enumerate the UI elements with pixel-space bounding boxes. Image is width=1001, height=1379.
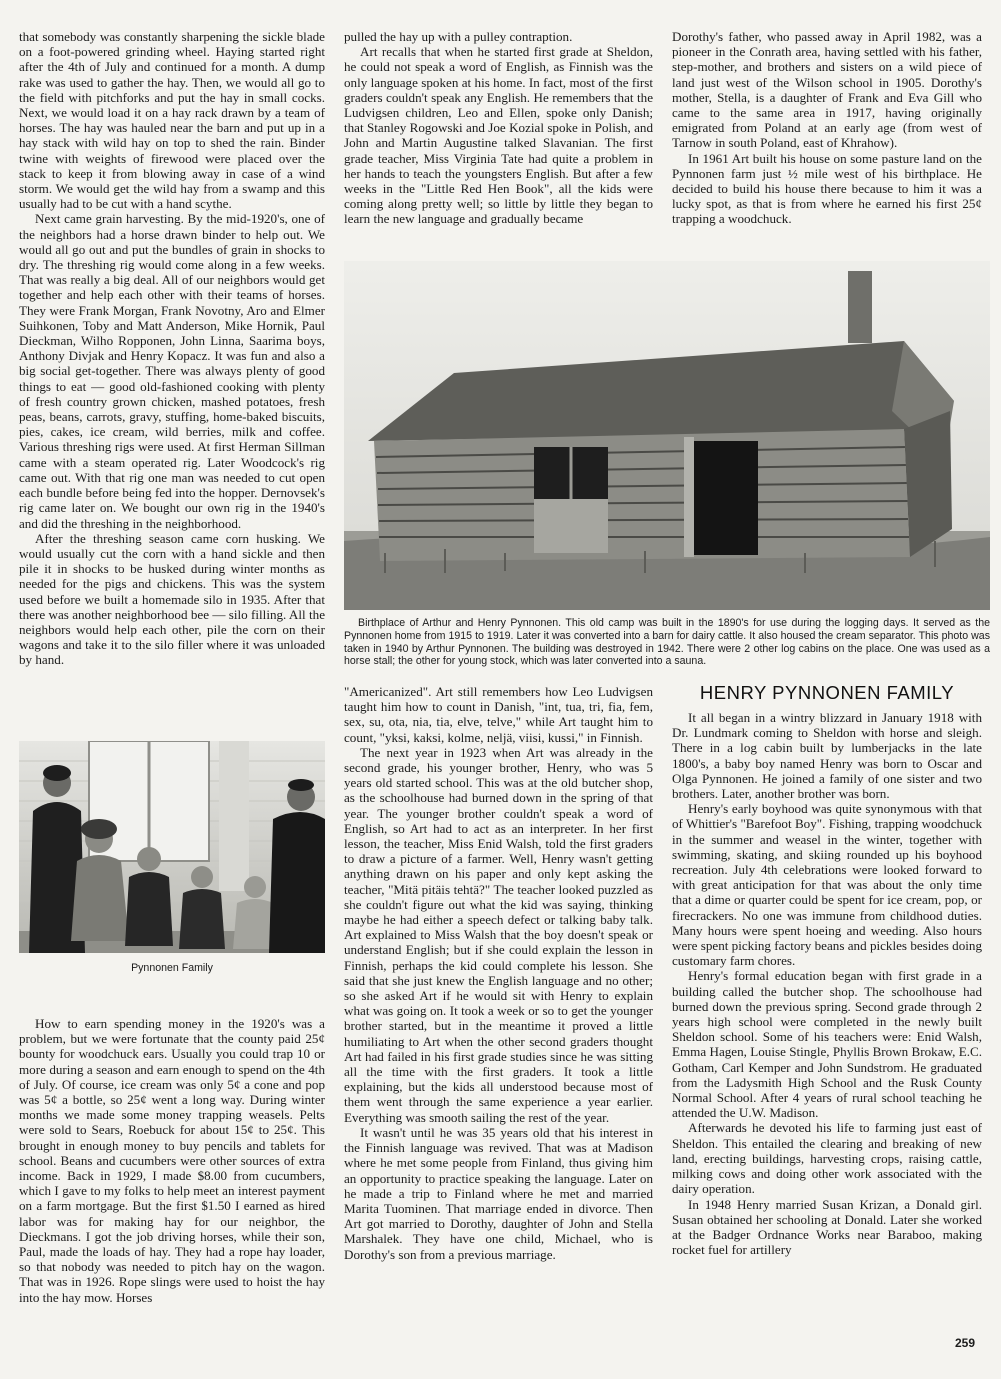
family-photo-caption: Pynnonen Family xyxy=(131,962,213,974)
log-cabin-photo xyxy=(344,261,990,610)
paragraph: It all began in a wintry blizzard in January 1918 with Dr. Lundmark coming to Sheldon with horse and sleigh. There in a log cabin built by lumberjacks in the late 1800's, a baby boy named Henry was born to Oscar and Olga Pynnonen. He joined a family of one sister and two brothers. Later, another brother was born. xyxy=(672,710,982,802)
paragraph: After the threshing season came corn husking. We would usually cut the corn with a hand sickle and then pile it in shocks to be husked during winter months as needed for the pigs and chickens. This was the system used before we built a homemade silo in 1935. After that there was another neighborhood bee — silo filling. All the neighbors would help each other, pile the corn on their wagons and take it to the silo filler where it was unloaded by hand. xyxy=(19,530,325,668)
paragraph: Afterwards he devoted his life to farming just east of Sheldon. This entailed the clearing and breaking of new land, erecting buildings, harvesting crops, raising cattle, milking cows and doing other work associated with the dairy operation. xyxy=(672,1120,982,1197)
paragraph: pulled the hay up with a pulley contraption. xyxy=(344,29,573,44)
paragraph: Next came grain harvesting. By the mid-1920's, one of the neighbors had a horse drawn binder to help out. We would all go out and put the bundles of grain in shocks to dry. The threshing rig would come along in a few weeks. That was really a big deal. All of our neighbors would get together and help each other with their teams of horses. They were Frank Morgan, Frank Novotny, Aro and Elmer Suihkonen, Toby and Matt Anderson, Mike Hornik, Paul Dieckman, Wilho Ropponen, John Linna, Saarima boys, Anthony Divjak and Henry Kopacz. It was fun and also a big social get-together. There was always plenty of good things to eat — good old-fashioned cooking with plenty of fresh country grown chicken, mashed potatoes, fresh peas, beans, carrots, gravy, stuffing, home-baked biscuits, pies, cakes, ice cream, wild berries, milk and coffee. Various threshing rigs were used. At first Herman Sillman came with a steam operated rig. Later Woodcock's rig came out. With that rig one man was needed to cut open each bundle before being fed into the hopper. Dernovsek's rig came later on. We bought our own rig in the 1940's and did the threshing in the neighborhood. xyxy=(19,211,325,531)
column-3-bottom-text xyxy=(672,710,982,1257)
page-number: 259 xyxy=(955,1336,976,1350)
paragraph: Henry's formal education began with first grade in a building called the butcher shop. The schoolhouse had burned down the previous spring. Second grade through 2 years high school were completed in the newly built Sheldon school. Some of his teachers were: Enid Walsh, Emma Hagen, Louise Stingle, Phyllis Brown Brokaw, E.C. Gotham, Carl Kemper and John Sundstrom. He graduated from the Ladysmith High School and the Rusk County Normal School. After 4 years of rural school teaching he attended the U.W. Madison. xyxy=(672,968,982,1121)
paragraph: The next year in 1923 when Art was already in the second grade, his younger brother, Henry, who was 5 years old started school. This was at the old butcher shop, as the schoolhouse had burned down in the spring of that year. The younger brother couldn't speak a word of English, so Art had to act as an interpreter. In her first lesson, the teacher, Miss Enid Walsh, told the first graders to draw a picture of a farmer. Well, Henry wasn't getting anything drawn on his paper and only kept asking the teacher, "Mitä pitäis tehtä?" The teacher looked puzzled as she couldn't figure out what the kid was saying, thinking maybe he had either a speech defect or talking baby talk. Art explained to Miss Walsh that the boy doesn't speak or understand English; but if she could explain the lesson in Finnish, perhaps the kid could complete his lesson. She said that she just knew the English language and no other; so she asked Art if he would sit with Henry to explain what was going on. It took a week or so to get the younger brother started, but in the meantime it proved a little humiliating to Art when the other second graders thought Art had failed in his first grade studies since he was sitting all the time with the first graders. It took a little explaining, but the kids all understood because most of them went through the same experience a year earlier. Everything was smooth sailing the rest of the year. xyxy=(344,744,653,1125)
column-1-text xyxy=(19,29,325,668)
column-2-text xyxy=(344,29,653,227)
paragraph: Dorothy's father, who passed away in April 1982, was a pioneer in the Conrath area, having settled with his father, step-mother, and brothers and sisters on a wild piece of land just west of the Wilson school in 1905. Dorothy's mother, Stella, is a daughter of Frank and Eva Gill who came to the same area in 1917, having originally emigrated from Poland at an early age (from west of Tarnow in south Poland, east of Khrahow). xyxy=(672,29,982,151)
column-1-bottom-text xyxy=(19,1016,325,1305)
column-3-text xyxy=(672,29,982,227)
paragraph: In 1948 Henry married Susan Krizan, a Donald girl. Susan obtained her schooling at Donald. Later she worked at the Badger Ordnance Works near Baraboo, making rocket fuel for artillery xyxy=(672,1196,982,1258)
paragraph: In 1961 Art built his house on some pasture land on the Pynnonen farm just ½ mile west of his birthplace. He decided to build his house there because to him it was a lucky spot, as that is from where he earned his first 25¢ trapping a woodchuck. xyxy=(672,150,982,227)
section-heading: HENRY PYNNONEN FAMILY xyxy=(699,682,955,703)
paragraph: Henry's early boyhood was quite synonymous with that of Whittier's "Barefoot Boy". Fishing, trapping woodchuck in the summer and weasel in the winter, together with swimming, skating, and skiing rounded up his boyhood recreation. July 4th celebrations were looked forward to with great anticipation for that was about the only time that a dime or quarter could be spent for ice cream, pop, or firecrackers. No one was immune from childhood duties. Many hours were spent hoeing and weeding. Also hours were spent picking factory beans and pickles besides doing customary farm chores. xyxy=(672,801,982,969)
cabin-photo-caption: Birthplace of Arthur and Henry Pynnonen. This old camp was built in the 1890's for use during the logging days. It served as the Pynnonen home from 1915 to 1919. Later it was converted into a barn for dairy cattle. It also housed the cream separator. This photo was taken in 1940 by Arthur Pynnonen. The building was destroyed in 1942. There were 2 other log cabins on the place. One was used as a horse stall; the other for young stock, which was later converted into a sauna. xyxy=(344,617,990,668)
paragraph: that somebody was constantly sharpening the sickle blade on a foot-powered grinding wheel. Haying started right after the 4th of July and continued for a month. A dump rake was used to gather the hay. Then, we would all go to the field with pitchforks and put the hay in small cocks. Next, we would load it on a hay rack drawn by a team of horses. The hay was hauled near the barn and put up in a hay stack with wild hay on top to shed the rain. Binder twine with weights of firewood were placed over the stack to keep it from blowing away in case of a wind storm. We would get the wild hay from a swamp and this usually had to be cut with a hand scythe. xyxy=(19,29,325,212)
column-2-bottom-text xyxy=(344,684,653,1262)
paragraph: It wasn't until he was 35 years old that his interest in the Finnish language was revived. That was at Madison where he met some people from Finland, thus giving him an opportunity to practice speaking the language. Later on he made a trip to Finland where he met and married Marita Tuominen. That marriage ended in divorce. Then Art got married to Dorothy, daughter of John and Stella Marshalek. They have one child, Michael, who is Dorothy's son from a previous marriage. xyxy=(344,1124,653,1262)
paragraph: How to earn spending money in the 1920's was a problem, but we were fortunate that the county paid 25¢ bounty for woodchuck ears. Usually you could trap 10 or more during a season and earn enough to spend on the 4th of July. Of course, ice cream was only 5¢ a cone and pop was 5¢ a bottle, so 25¢ went a long way. During winter months we made some money trapping weasels. Pelts were sold to Sears, Roebuck for about 15¢ to 25¢. This brought in enough money to buy pencils and tablets for school. Beans and cucumbers were other sources of extra income. Back in 1929, I made $8.00 from cucumbers, which I gave to my folks to help meet an interest payment on a farm mortgage. But the first $1.50 I earned as hired labor was for making hay for our neighbor, the Dieckmans. I got the job driving horses, while their son, Paul, made the loads of hay. They had a rope hay loader, so that nobody was needed to pitch hay on the wagon. That was in 1926. Rope slings were used to hoist the hay into the hay mow. Horses xyxy=(19,1016,325,1305)
pynnonen-family-photo xyxy=(19,741,325,953)
paragraph: Art recalls that when he started first grade at Sheldon, he could not speak a word of English, as Finnish was the only language spoken at his home. In fact, most of the first graders couldn't speak any English. He remembers that the Ludvigsen children, Leo and Ellen, spoke only Danish; that Stanley Rogowski and Joe Kozial spoke in Polish, and John and Martin Augustine talked Slavanian. The first grade teacher, Miss Virginia Tate had quite a problem in her hands to teach the youngsters English. But after a few weeks in the "Little Red Hen Book", all the kids were coming along pretty well; so little by little they began to learn the new language and gradually became xyxy=(344,44,653,227)
paragraph: "Americanized". Art still remembers how Leo Ludvigsen taught him how to count in Danish, "int, tua, tri, fia, fem, sex, su, ota, nia, tia, elve, telve," while Art taught him to count, "yksi, kaksi, kolme, neljä, viisi, kussi," in Finnish. xyxy=(344,684,653,745)
